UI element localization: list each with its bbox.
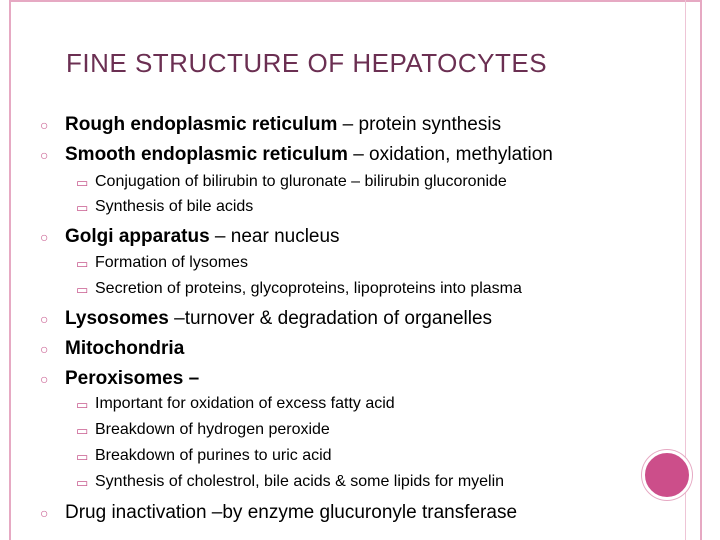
bullet-desc: – protein synthesis <box>337 114 502 135</box>
right-outer-border <box>700 0 702 540</box>
sub-bullet-icon: ▭ <box>76 423 89 438</box>
bullet-desc: –turnover & degradation of organelles <box>168 308 493 329</box>
bullet-peroxisomes <box>65 368 199 390</box>
sub-bullet-icon: ▭ <box>76 200 89 215</box>
bullet-term: Lysosomes <box>65 308 169 329</box>
sub-bullet-icon: ▭ <box>76 397 89 412</box>
bullet-term: Peroxisomes – <box>65 368 200 389</box>
bullet-drug-inactivation: Drug inactivation –by enzyme glucuronyle transferase <box>65 502 518 523</box>
bullet-lysosomes <box>65 308 492 330</box>
top-border <box>9 0 702 2</box>
bullet-icon: ○ <box>40 117 49 133</box>
decorative-circle <box>642 450 692 500</box>
bullet-term: Mitochondria <box>65 338 185 359</box>
bullet-icon: ○ <box>40 229 49 245</box>
bullet-mitochondria <box>65 338 184 360</box>
bullet-golgi <box>65 226 340 248</box>
sub-bullet-icon: ▭ <box>76 475 89 490</box>
sub-bullet-conjugation: Conjugation of bilirubin to gluronate – bilirubin glucoronide <box>95 173 507 190</box>
sub-bullet-hydrogen-peroxide: Breakdown of hydrogen peroxide <box>95 421 330 438</box>
sub-bullet-lysomes: Formation of lysomes <box>95 254 248 271</box>
bullet-icon: ○ <box>40 341 49 357</box>
bullet-desc: – near nucleus <box>209 226 340 247</box>
bullet-icon: ○ <box>40 505 49 521</box>
bullet-rough-er <box>65 114 501 136</box>
sub-bullet-cholestrol: Synthesis of cholestrol, bile acids & some lipids for myelin <box>95 473 505 490</box>
sub-bullet-icon: ▭ <box>76 175 89 190</box>
bullet-term: Rough endoplasmic reticulum <box>65 114 338 135</box>
bullet-term: Golgi apparatus <box>65 226 210 247</box>
bullet-icon: ○ <box>40 147 49 163</box>
sub-bullet-icon: ▭ <box>76 282 89 297</box>
bullet-icon: ○ <box>40 311 49 327</box>
slide-title: FINE STRUCTURE OF HEPATOCYTES <box>66 48 548 78</box>
sub-bullet-fatty-acid: Important for oxidation of excess fatty acid <box>95 395 395 412</box>
sub-bullet-secretion: Secretion of proteins, glycoproteins, lipoproteins into plasma <box>95 280 522 297</box>
bullet-term: Smooth endoplasmic reticulum <box>65 144 348 165</box>
sub-bullet-icon: ▭ <box>76 256 89 271</box>
sub-bullet-icon: ▭ <box>76 449 89 464</box>
left-border <box>9 0 11 540</box>
sub-bullet-bile-acids: Synthesis of bile acids <box>95 198 254 215</box>
bullet-desc: – oxidation, methylation <box>347 144 553 165</box>
bullet-smooth-er <box>65 144 553 166</box>
bullet-icon: ○ <box>40 371 49 387</box>
sub-bullet-purines: Breakdown of purines to uric acid <box>95 447 332 464</box>
